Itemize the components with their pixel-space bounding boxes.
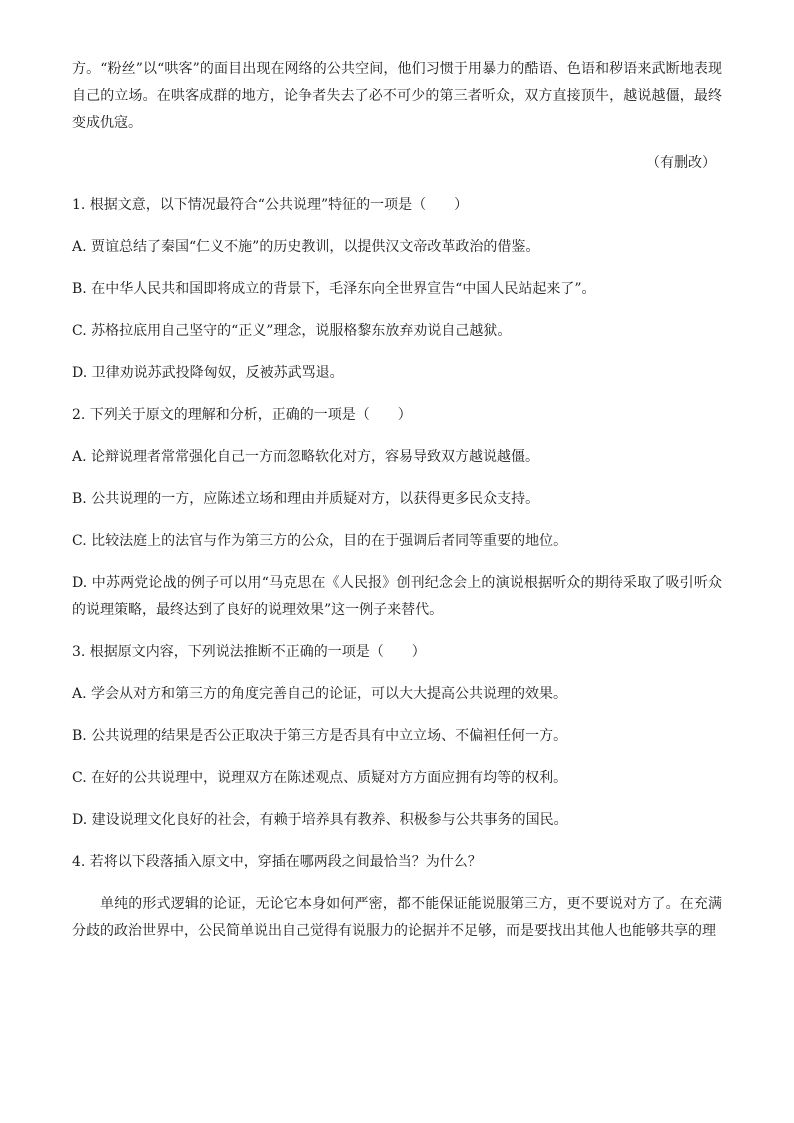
option-a: A. 贾谊总结了秦国“仁义不施”的历史教训，以提供汉文帝改革政治的借鉴。 <box>72 239 540 255</box>
intro-paragraph: 方。“粉丝”以“哄客”的面目出现在网络的公共空间，他们习惯于用暴力的酷语、色语和秽语来武断地表现自己的立场。在哄客成群的地方，论争者失去了必不可少的第三者听众，双方直接顶牛，越说越僵，最终变成仇寇。 <box>72 61 722 131</box>
question-4 <box>72 849 722 945</box>
source-note: （有删改） <box>646 155 716 171</box>
question-stem: 1. 根据文意，以下情况最符合“公共说理”特征的一项是（ ） <box>72 197 469 213</box>
option-d: D. 建设说理文化良好的社会，有赖于培养具有教养、积极参与公共事务的国民。 <box>72 812 568 828</box>
question-2 <box>72 402 722 624</box>
option-b: B. 在中华人民共和国即将成立的背景下，毛泽东向全世界宣告“中国人民站起来了”。 <box>72 281 596 297</box>
option-c: C. 比较法庭上的法官与作为第三方的公众，目的在于强调后者同等重要的地位。 <box>72 533 568 549</box>
option-a: A. 论辩说理者常常强化自己一方而忽略软化对方，容易导致双方越说越僵。 <box>72 449 540 465</box>
option-c: C. 苏格拉底用自己坚守的“正义”理念，说服格黎东放弃劝说自己越狱。 <box>72 323 512 339</box>
question-3 <box>72 639 722 834</box>
option-c: C. 在好的公共说理中，说理双方在陈述观点、质疑对方方面应拥有均等的权利。 <box>72 770 568 786</box>
option-b: B. 公共说理的一方，应陈述立场和理由并质疑对方，以获得更多民众支持。 <box>72 491 540 507</box>
insert-paragraph: 单纯的形式逻辑的论证，无论它本身如何严密，都不能保证能说服第三方，更不要说对方了。在充满分歧的政治世界中，公民简单说出自己觉得有说服力的论据并不足够，而是要找出其他人也能够共享的理 <box>72 896 722 939</box>
question-stem: 2. 下列关于原文的理解和分析，正确的一项是（ ） <box>72 407 412 423</box>
option-d: D. 中苏两党论战的例子可以用“马克思在《人民报》创刊纪念会上的演说根据听众的期待采取了吸引听众的说理策略，最终达到了良好的说理效果”这一例子来替代。 <box>72 575 722 618</box>
question-1 <box>72 192 722 387</box>
question-stem: 3. 根据原文内容，下列说法推断不正确的一项是（ ） <box>72 644 426 660</box>
option-a: A. 学会从对方和第三方的角度完善自己的论证，可以大大提高公共说理的效果。 <box>72 686 568 702</box>
option-d: D. 卫律劝说苏武投降匈奴，反被苏武骂退。 <box>72 365 344 381</box>
option-b: B. 公共说理的结果是否公正取决于第三方是否具有中立立场、不偏袒任何一方。 <box>72 728 568 744</box>
document-page <box>72 56 722 945</box>
question-stem: 4. 若将以下段落插入原文中，穿插在哪两段之间最恰当？为什么？ <box>72 854 482 870</box>
